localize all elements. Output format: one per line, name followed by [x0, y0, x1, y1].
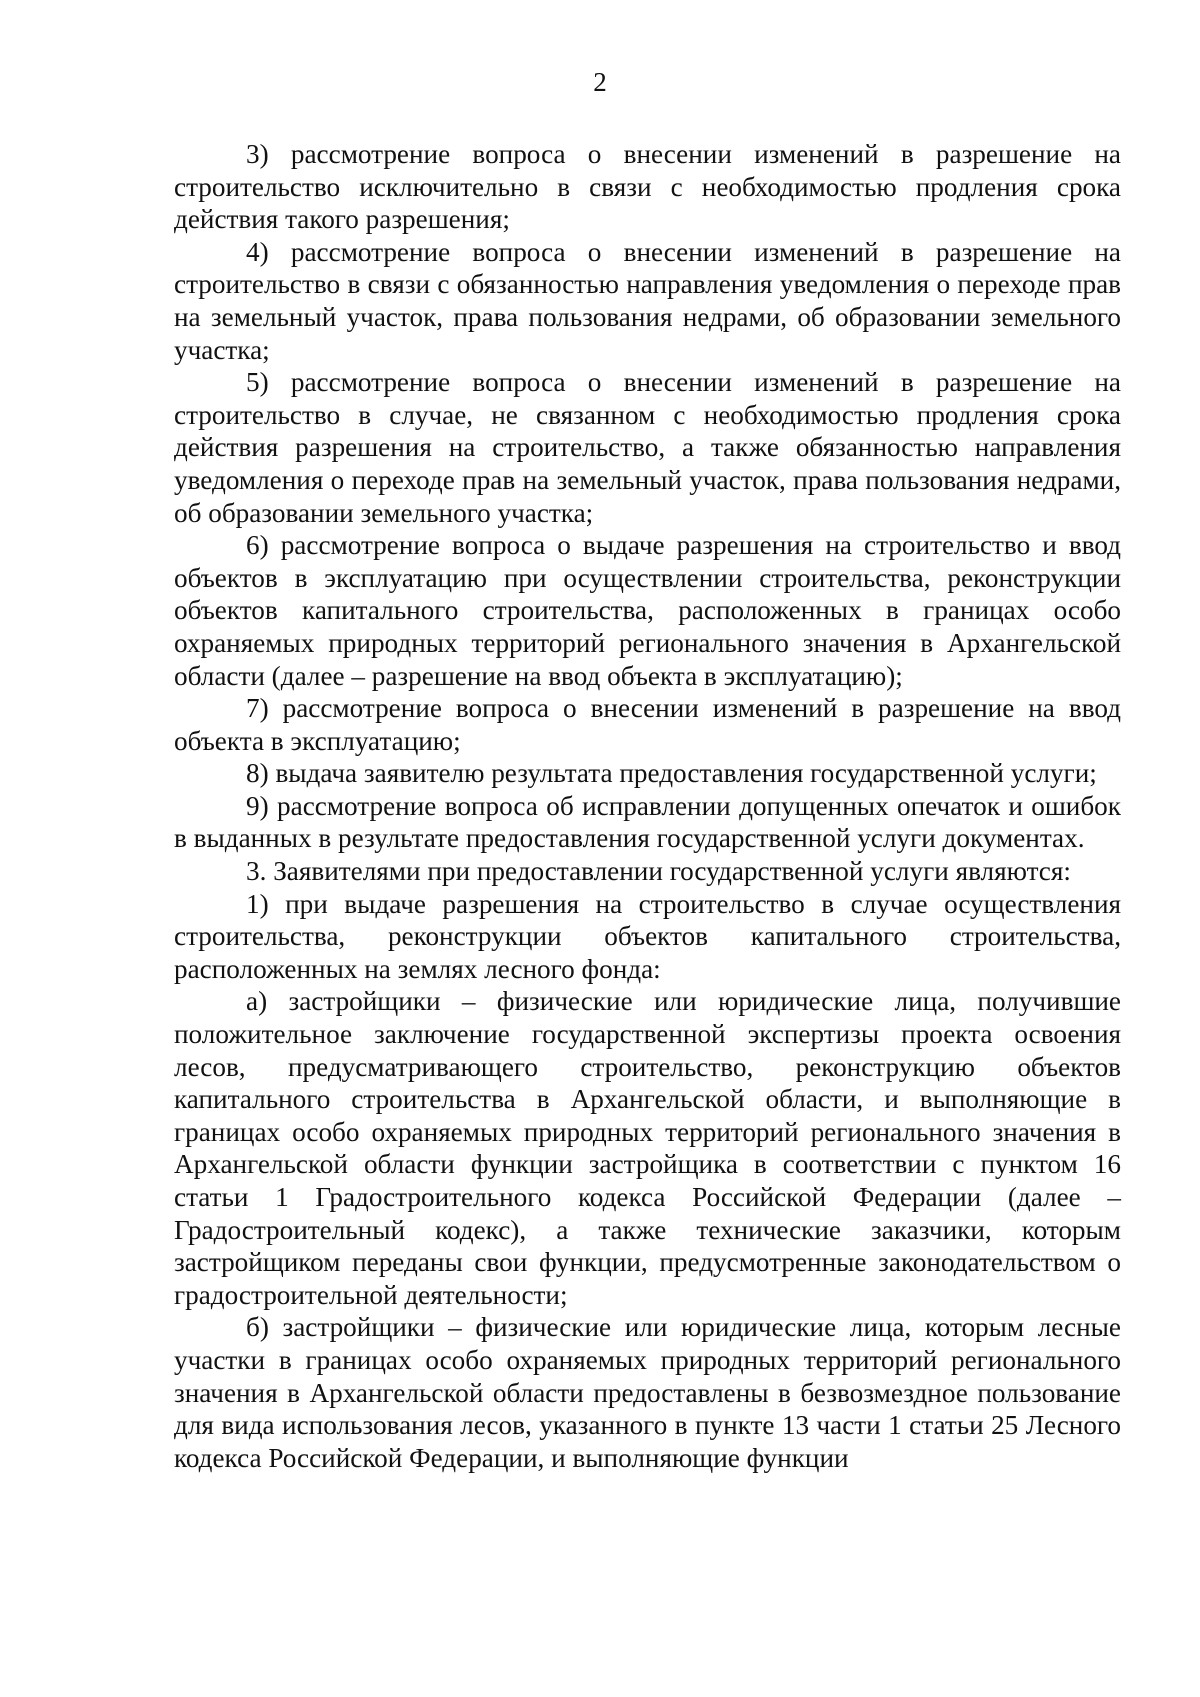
paragraph-item-6: 6) рассмотрение вопроса о выдаче разрешения на строительство и ввод объектов в эксплуатацию при осуществлении строительства, реконструкции объектов капитального строительства, расположенных в границах особо охраняемых природных территорий регионального значения в Архангельской области (далее – разрешение на ввод объекта в эксплуатацию); [174, 530, 1121, 691]
paragraph-item-3: 3) рассмотрение вопроса о внесении изменений в разрешение на строительство исключительно в связи с необходимостью продления срока действия такого разрешения; [174, 139, 1121, 235]
subclause-1-paragraph: 1) при выдаче разрешения на строительство в случае осуществления строительства, реконструкции объектов капитального строительства, расположенных на землях лесного фонда: [174, 888, 1121, 984]
subclause-a-paragraph: а) застройщики – физические или юридические лица, получившие положительное заключение государственной экспертизы проекта освоения лесов, предусматривающего строительство, реконструкцию объектов капитального строительства в Архангельской области, и выполняющие в границах особо охраняемых природных территорий регионального значения в Архангельской области функции застройщика в соответствии с пунктом 16 статьи 1 Градостроительного кодекса Российской Федерации (далее – Градостроительный кодекс), а также технические заказчики, которым застройщиком переданы свои функции, предусмотренные законодательством о градостроительной деятельности; [174, 986, 1121, 1310]
paragraph-item-4: 4) рассмотрение вопроса о внесении изменений в разрешение на строительство в связи с обязанностью направления уведомления о переходе прав на земельный участок, права пользования недрами, об образовании земельного участка; [174, 236, 1121, 365]
page-number: 2 [593, 67, 607, 97]
section-3-heading-paragraph: 3. Заявителями при предоставлении государственной услуги являются: [246, 856, 1071, 887]
subclause-b-paragraph: б) застройщики – физические или юридические лица, которым лесные участки в границах особо охраняемых природных территорий регионального значения в Архангельской области предоставлены в безвозмездное пользование для вида использования лесов, указанного в пункте 13 части 1 статьи 25 Лесного кодекса Российской Федерации, и выполняющие функции [174, 1312, 1121, 1473]
paragraph-item-5: 5) рассмотрение вопроса о внесении изменений в разрешение на строительство в случае, не связанном с необходимостью продления срока действия разрешения на строительство, а также обязанностью направления уведомления о переходе прав на земельный участок, права пользования недрами, об образовании земельного участка; [174, 367, 1121, 528]
paragraph-item-8: 8) выдача заявителю результата предоставления государственной услуги; [246, 758, 1097, 789]
paragraph-item-9: 9) рассмотрение вопроса об исправлении допущенных опечаток и ошибок в выданных в результате предоставления государственной услуги документах. [174, 790, 1121, 854]
paragraph-item-7: 7) рассмотрение вопроса о внесении изменений в разрешение на ввод объекта в эксплуатацию; [174, 693, 1121, 756]
document-body [174, 138, 1121, 1474]
